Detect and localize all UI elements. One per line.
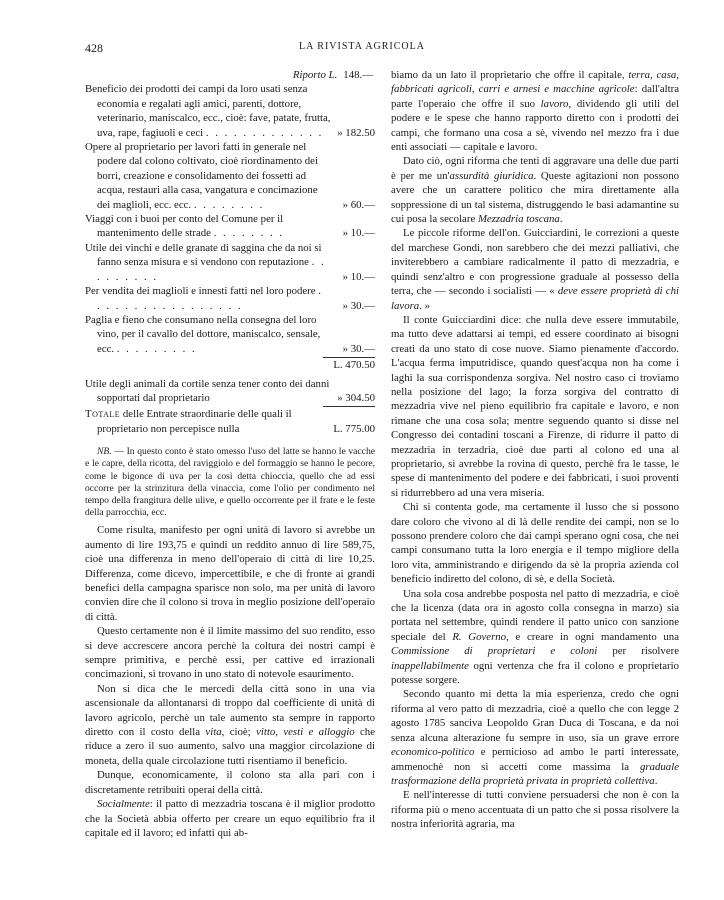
text-run: ogni vertenza che fra il colono e proprietario potesse sorgere. — [391, 659, 679, 687]
text-run: : il patto di mezzadria toscana è il miglior prodotto che la Società abbia offerto per creare un equo equilibrio fra il capitale ed il lavoro; ed infatti qui ab- — [85, 798, 375, 839]
left-column — [85, 68, 375, 840]
account-item: Opere al proprietario per lavori fatti in generale nel podere dal colono coltivato, cioè riordinamento dei borri, creazione e consolidamento dei fossetti ad acqua, restauri alla casa, vangatura e concimazione dei maglioli, ecc. ecc. . . . . . . . . » 60.— — [85, 141, 375, 211]
italic-run: deve essere proprietà di chi lavora — [391, 285, 679, 312]
riporto-amount: 148.— — [343, 69, 373, 81]
text-run: Le piccole riforme dell'on. Guicciardini, le correzioni a queste del marchese Gondi, non sarebbero che dei mezzi palliativi, che inviterebbero a cambiare radicalmente il patto di mezzadria, e quindi senz'altro e con progressione graduale al possesso della terra, che — secondo i socialisti — « — [391, 227, 679, 298]
text-run: Secondo quanto mi detta la mia esperienza, credo che ogni riforma al vero patto di mezzadria, cioè a quello che con legge 2 agosto 1785 sanciva Leopoldo Gran Duca di Toscana, e da noi senza alcuna alterazione fu sempre in uso, sia un grave errore — [391, 688, 679, 744]
italic-run: vitto, vesti e alloggio — [256, 726, 355, 739]
text-run: e pernicioso ad ambo le parti interessate, ammenochè non si accetti come massima la — [391, 746, 679, 773]
total-label: Totale — [85, 408, 121, 421]
italic-run: Socialmente — [97, 798, 150, 811]
italic-run: lavoro — [540, 97, 569, 110]
paragraph — [85, 682, 375, 768]
text-run: : dall'altra parte l'operaio che offre il suo — [391, 83, 680, 110]
text-run: biamo da un lato il proprietario che offre il capitale, — [391, 69, 629, 81]
account-item: Viaggi con i buoi per conto del Comune per il mantenimento delle strade . . . . . . . . » 10.— — [85, 213, 375, 240]
account-item-amount: » 30.— — [342, 342, 375, 355]
text-run: . » — [419, 299, 430, 312]
paragraph — [85, 797, 375, 840]
account-item-amount: » 30.— — [342, 299, 375, 312]
right-column — [391, 68, 679, 832]
text-run: Dato ciò, ogni riforma che tenti di aggravare una delle due parti è per me un' — [391, 155, 679, 182]
paragraph — [391, 587, 679, 688]
paragraph — [391, 68, 679, 154]
paragraph: Questo certamente non è il limite massimo del suo rendito, esso si deve accrescere ancora perchè la coltura dei nostri campi è sempre primitiva, e perchè essi, per cattive ed irrazionali concimazioni, si trovano in uno stato di notevole esaurimento. — [85, 625, 375, 681]
italic-run: vita — [205, 726, 222, 739]
total-text: delle Entrate straordinarie delle quali il proprietario non percepisce nulla — [97, 408, 292, 435]
italic-run: R. Governo — [452, 630, 507, 643]
text-run: . Queste agitazioni non possono avere che un carattere politico che mira direttamente alla soppressione di un tal sistema, distruggendo le basi adamantine su cui posa la secolare — [391, 169, 679, 226]
account-item-amount: » 60.— — [342, 198, 375, 211]
footnote — [85, 446, 375, 519]
text-run: . — [654, 774, 658, 787]
italic-run: Commissione di proprietari e coloni — [391, 645, 598, 658]
account-item-text: Opere al proprietario per lavori fatti in generale nel podere dal colono coltivato, cioè riordinamento dei borri, creazione e consolidamento dei fossetti ad acqua, restauri alla casa, vangatura e concimazione dei maglioli, ecc. ecc. — [85, 141, 318, 211]
account-item: Paglia e fieno che consumano nella consegna del loro vino, per il cavallo del dottore, maniscalco, sensale, ecc. . . . . . . . . . » 30.— — [85, 313, 375, 355]
riporto-label: Riporto L. — [292, 69, 338, 81]
total-amount: L. 775.00 — [333, 422, 375, 435]
account-item-amount: » 10.— — [342, 270, 375, 283]
account-item: Beneficio dei prodotti dei campi da loro usati senza economia e regalati agli amici, parenti, dottore, veterinario, maniscalco, ecc., cioè: fave, patate, frutta, uva, rape, fagiuoli e ceci . . . . . . . . . . . . . » 182.50 — [85, 83, 375, 139]
subtotal: L. 470.50 — [333, 359, 375, 372]
italic-run: economico-politico — [391, 746, 475, 759]
account-item-text: Beneficio dei prodotti dei campi da loro usati senza economia e regalati agli amici, parenti, dottore, veterinario, maniscalco, ecc., cioè: fave, patate, frutta, uva, rape, fagiuoli e ceci — [85, 83, 331, 139]
text-run: Non si dica che le mercedi della città sono in una via ascensionale da allontanarsi di troppo dal coefficiente di unità di lavoro agricolo, perchè un tale aumento sta sempre in rapporto diretto con il costo della — [85, 682, 375, 739]
italic-run: graduale trasformazione della proprietà privata in proprietà collettiva — [391, 760, 679, 787]
account-item — [85, 377, 375, 406]
italic-run: inappellabilmente — [391, 659, 469, 672]
account-item-amount: » 182.50 — [337, 126, 375, 139]
account-item-text: Utile degli animali da cortile senza tener conto dei danni sopportati dal proprietario — [85, 377, 330, 404]
paragraph — [391, 154, 679, 226]
text-run: , dividendo gli utili del podere e le spese che hanno rapporto diretto con i prodotti dei campi, che formano una cosa a sè, vivendo nel mezzo fra i due enti associati — capitale e lavoro. — [391, 97, 680, 154]
note-lead: NB. — [97, 446, 112, 458]
paragraph: Il conte Guicciardini dice: che nulla deve essere immutabile, ma tutto deve adattarsi ai tempi, ed essere coordinato ai bisogni creati da uno stato di cose nuove. Siamo pienamente d'accordo. L'acqua ferma imputridisce, quando quest'acqua non ha come i laghi la sua corrispondenza sorgiva. Nel nostro caso ci troviamo nella posizione del lago; la forza sorgiva del contratto di mezzadria vive nel pieno equilibrio fra capitale e lavoro, e non rimane che una cosa sola; mentre seguendo quanto si disse nel Congresso dei contadini toscani a Firenze, di ridurre il patto di mezzadria in terzadria, cioè due parti al colono ed una al proprietario, si avrebbe la rovina di questo, perchè fra le tasse, le spese di mantenimento del podere e dei fabbricati, i suoi proventi si ridurrebbero ad una vera miseria. — [391, 313, 679, 499]
account-item-amount: » 304.50 — [337, 391, 375, 404]
text-run: che riduce a zero il suo aumento, salvo una maggior circolazione di moneta, della quale circolazione tutti risentiamo il beneficio. — [85, 726, 375, 767]
italic-run: Mezzadria toscana — [477, 213, 560, 226]
text-run: Una sola cosa andrebbe posposta nel patto di mezzadria, e cioè che la licenza (data ora in agosto colla consegna in marzo) sia portata nel settembre, quindi rendere il patto unico con sanzione speciale del — [391, 587, 679, 643]
paragraph: Come risulta, manifesto per ogni unità di lavoro si avrebbe un aumento di lire 193,75 e quindi un reddito annuo di lire 589,75, cioè una differenza in meno dell'operaio di città di lire 10,25. Differenza, come dicevo, impercettibile, e che di fronte ai grandi benefici della campagna sparisce non solo, ma per unità di lavoro convien dire che il colono si trova in meglio posizione dell'operaio di città. — [85, 524, 375, 623]
account-item-text: Per vendita dei maglioli e innesti fatti nel loro podere — [85, 285, 316, 298]
text-run: , cioè; — [221, 726, 257, 739]
account-item-text: Viaggi con i buoi per conto del Comune per il mantenimento delle strade — [85, 213, 284, 240]
paragraph — [391, 226, 679, 312]
account-item: Utile dei vinchi e delle granate di saggina che da noi si fanno senza misura e si vendono con reputazione . . . . . . . . . » 10.— — [85, 241, 375, 283]
account-item-amount: » 10.— — [342, 227, 375, 240]
account-item-text: Utile dei vinchi e delle granate di saggina che da noi si fanno senza misura e si vendono con reputazione — [85, 241, 322, 269]
riporto-line — [85, 68, 375, 82]
page-number: 428 — [85, 41, 103, 55]
note-text: — In questo conto è stato omesso l'uso del latte se hanno le vacche e le capre, della ricotta, del raviggiolo e del formaggio se hanno le pecore, come le bigonce di uva per la così detta chioccia, quello che ad essi occorre per la strinzitura della vinaccia, come l'olio per condimento nel tempo della frangitura delle ulive, e quello occorrente per il frate e le feste della parrocchia, ecc. — [85, 446, 375, 519]
paragraph: E nell'interesse di tutti conviene persuadersi che non è con la riforma più o meno accentuata di un patto che si possa risolvere la nostra inferiorità agraria, ma — [391, 789, 679, 831]
account-item: Per vendita dei maglioli e innesti fatti nel loro podere . . . . . . . . . . . . . . . . . » 30.— — [85, 285, 375, 312]
italic-run: terra, casa, fabbricati agricoli, carri e arnesi e macchine agricole — [391, 69, 679, 96]
account-item-text: Paglia e fieno che consumano nella consegna del loro vino, per il cavallo del dottore, maniscalco, sensale, ecc. — [85, 313, 321, 355]
total-line — [85, 407, 375, 436]
italic-run: assurdità giuridica — [449, 169, 534, 182]
text-run: . — [559, 213, 563, 226]
text-run: , e creare in ogni mandamento una — [506, 630, 679, 643]
paragraph: Chi si contenta gode, ma certamente il lusso che si possono dare coloro che vivono al di là delle rendite dei campi, non se lo possono prendere coloro che dai campi sperano ogni cosa, che nei campi consumano tutta la loro energia e il tempo migliore della loro vita, amministrando e dirigendo da sè la propria azienda col beneficio indiretto del colono, di sè, e della Società. — [391, 501, 679, 586]
running-head: LA RIVISTA AGRICOLA — [299, 41, 425, 52]
paragraph: Dunque, economicamente, il colono sta alla pari con i discretamente retribuiti operai della città. — [85, 769, 375, 796]
text-run: per risolvere — [597, 645, 679, 658]
paragraph — [391, 687, 679, 788]
